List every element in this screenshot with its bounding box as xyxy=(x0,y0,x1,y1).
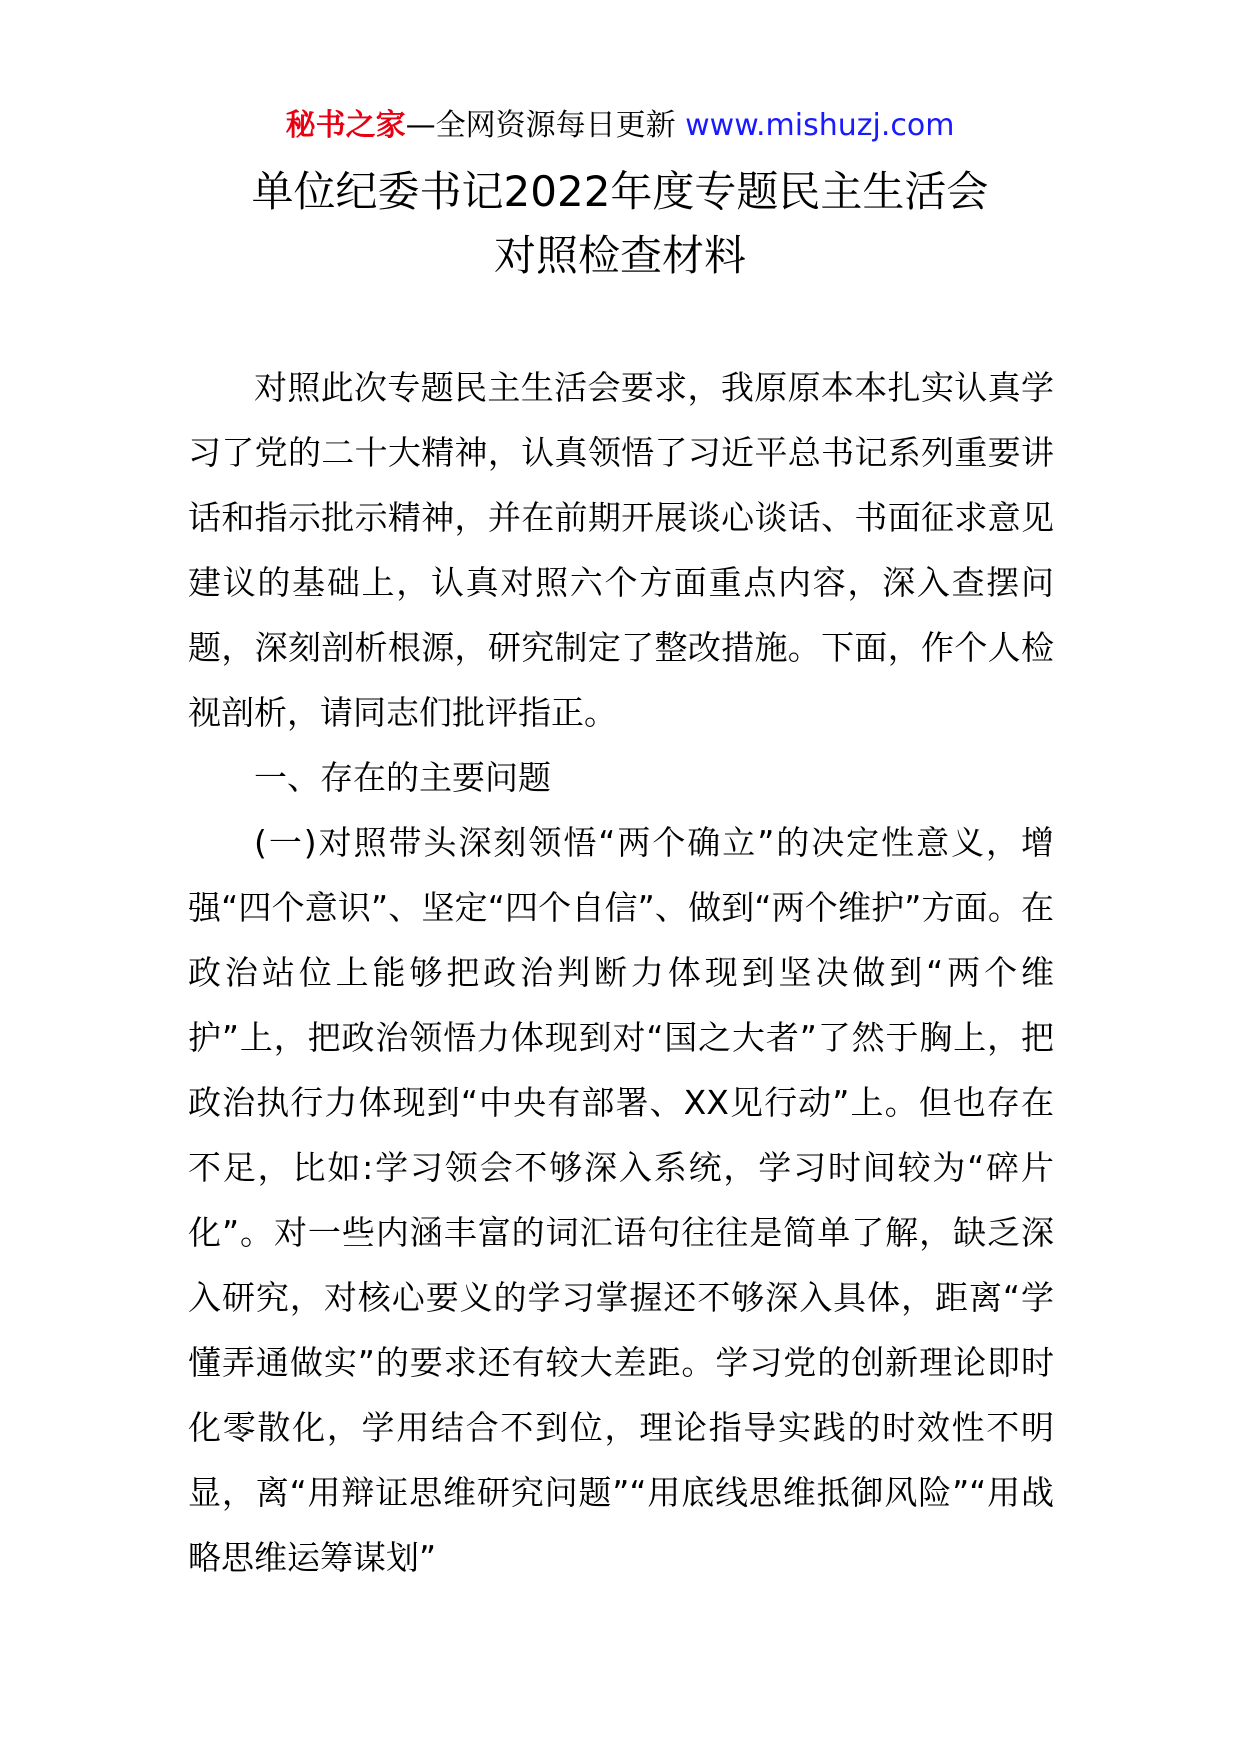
site-header xyxy=(0,104,1240,148)
section-heading: 一、存在的主要问题 xyxy=(254,758,551,797)
item-paragraph: (一)对照带头深刻领悟“两个确立”的决定性意义，增强“四个意识”、坚定“四个自信”、做到“两个维护”方面。在政治站位上能够把政治判断力体现到坚决做到“两个维护”上，把政治领悟力体现到对“国之大者”了然于胸上，把政治执行力体现到“中央有部署、XX见行动”上。但也存在不足，比如:学习领会不够深入系统，学习时间较为“碎片化”。对一些内涵丰富的词汇语句往往是简单了解，缺乏深入研究，对核心要义的学习掌握还不够深入具体，距离“学懂弄通做实”的要求还有较大差距。学习党的创新理论即时化零散化，学用结合不到位，理论指导实践的时效性不明显，离“用辩证思维研究问题”“用底线思维抵御风险”“用战略思维运筹谋划” xyxy=(188,823,1054,1577)
document-title xyxy=(0,160,1240,288)
intro-paragraph: 对照此次专题民主生活会要求，我原原本本扎实认真学习了党的二十大精神，认真领悟了习近平总书记系列重要讲话和指示批示精神，并在前期开展谈心谈话、书面征求意见建议的基础上，认真对照六个方面重点内容，深入查摆问题，深刻剖析根源，研究制定了整改措施。下面，作个人检视剖析，请同志们批评指正。 xyxy=(188,368,1054,732)
site-tagline: —全网资源每日更新 xyxy=(405,108,676,143)
site-brand: 秘书之家 xyxy=(285,108,406,143)
title-line-2: 对照检查材料 xyxy=(493,231,746,280)
document-body xyxy=(188,355,1054,1590)
title-line-1: 单位纪委书记2022年度专题民主生活会 xyxy=(251,167,989,216)
site-url[interactable]: www.mishuzj.com xyxy=(685,108,955,143)
